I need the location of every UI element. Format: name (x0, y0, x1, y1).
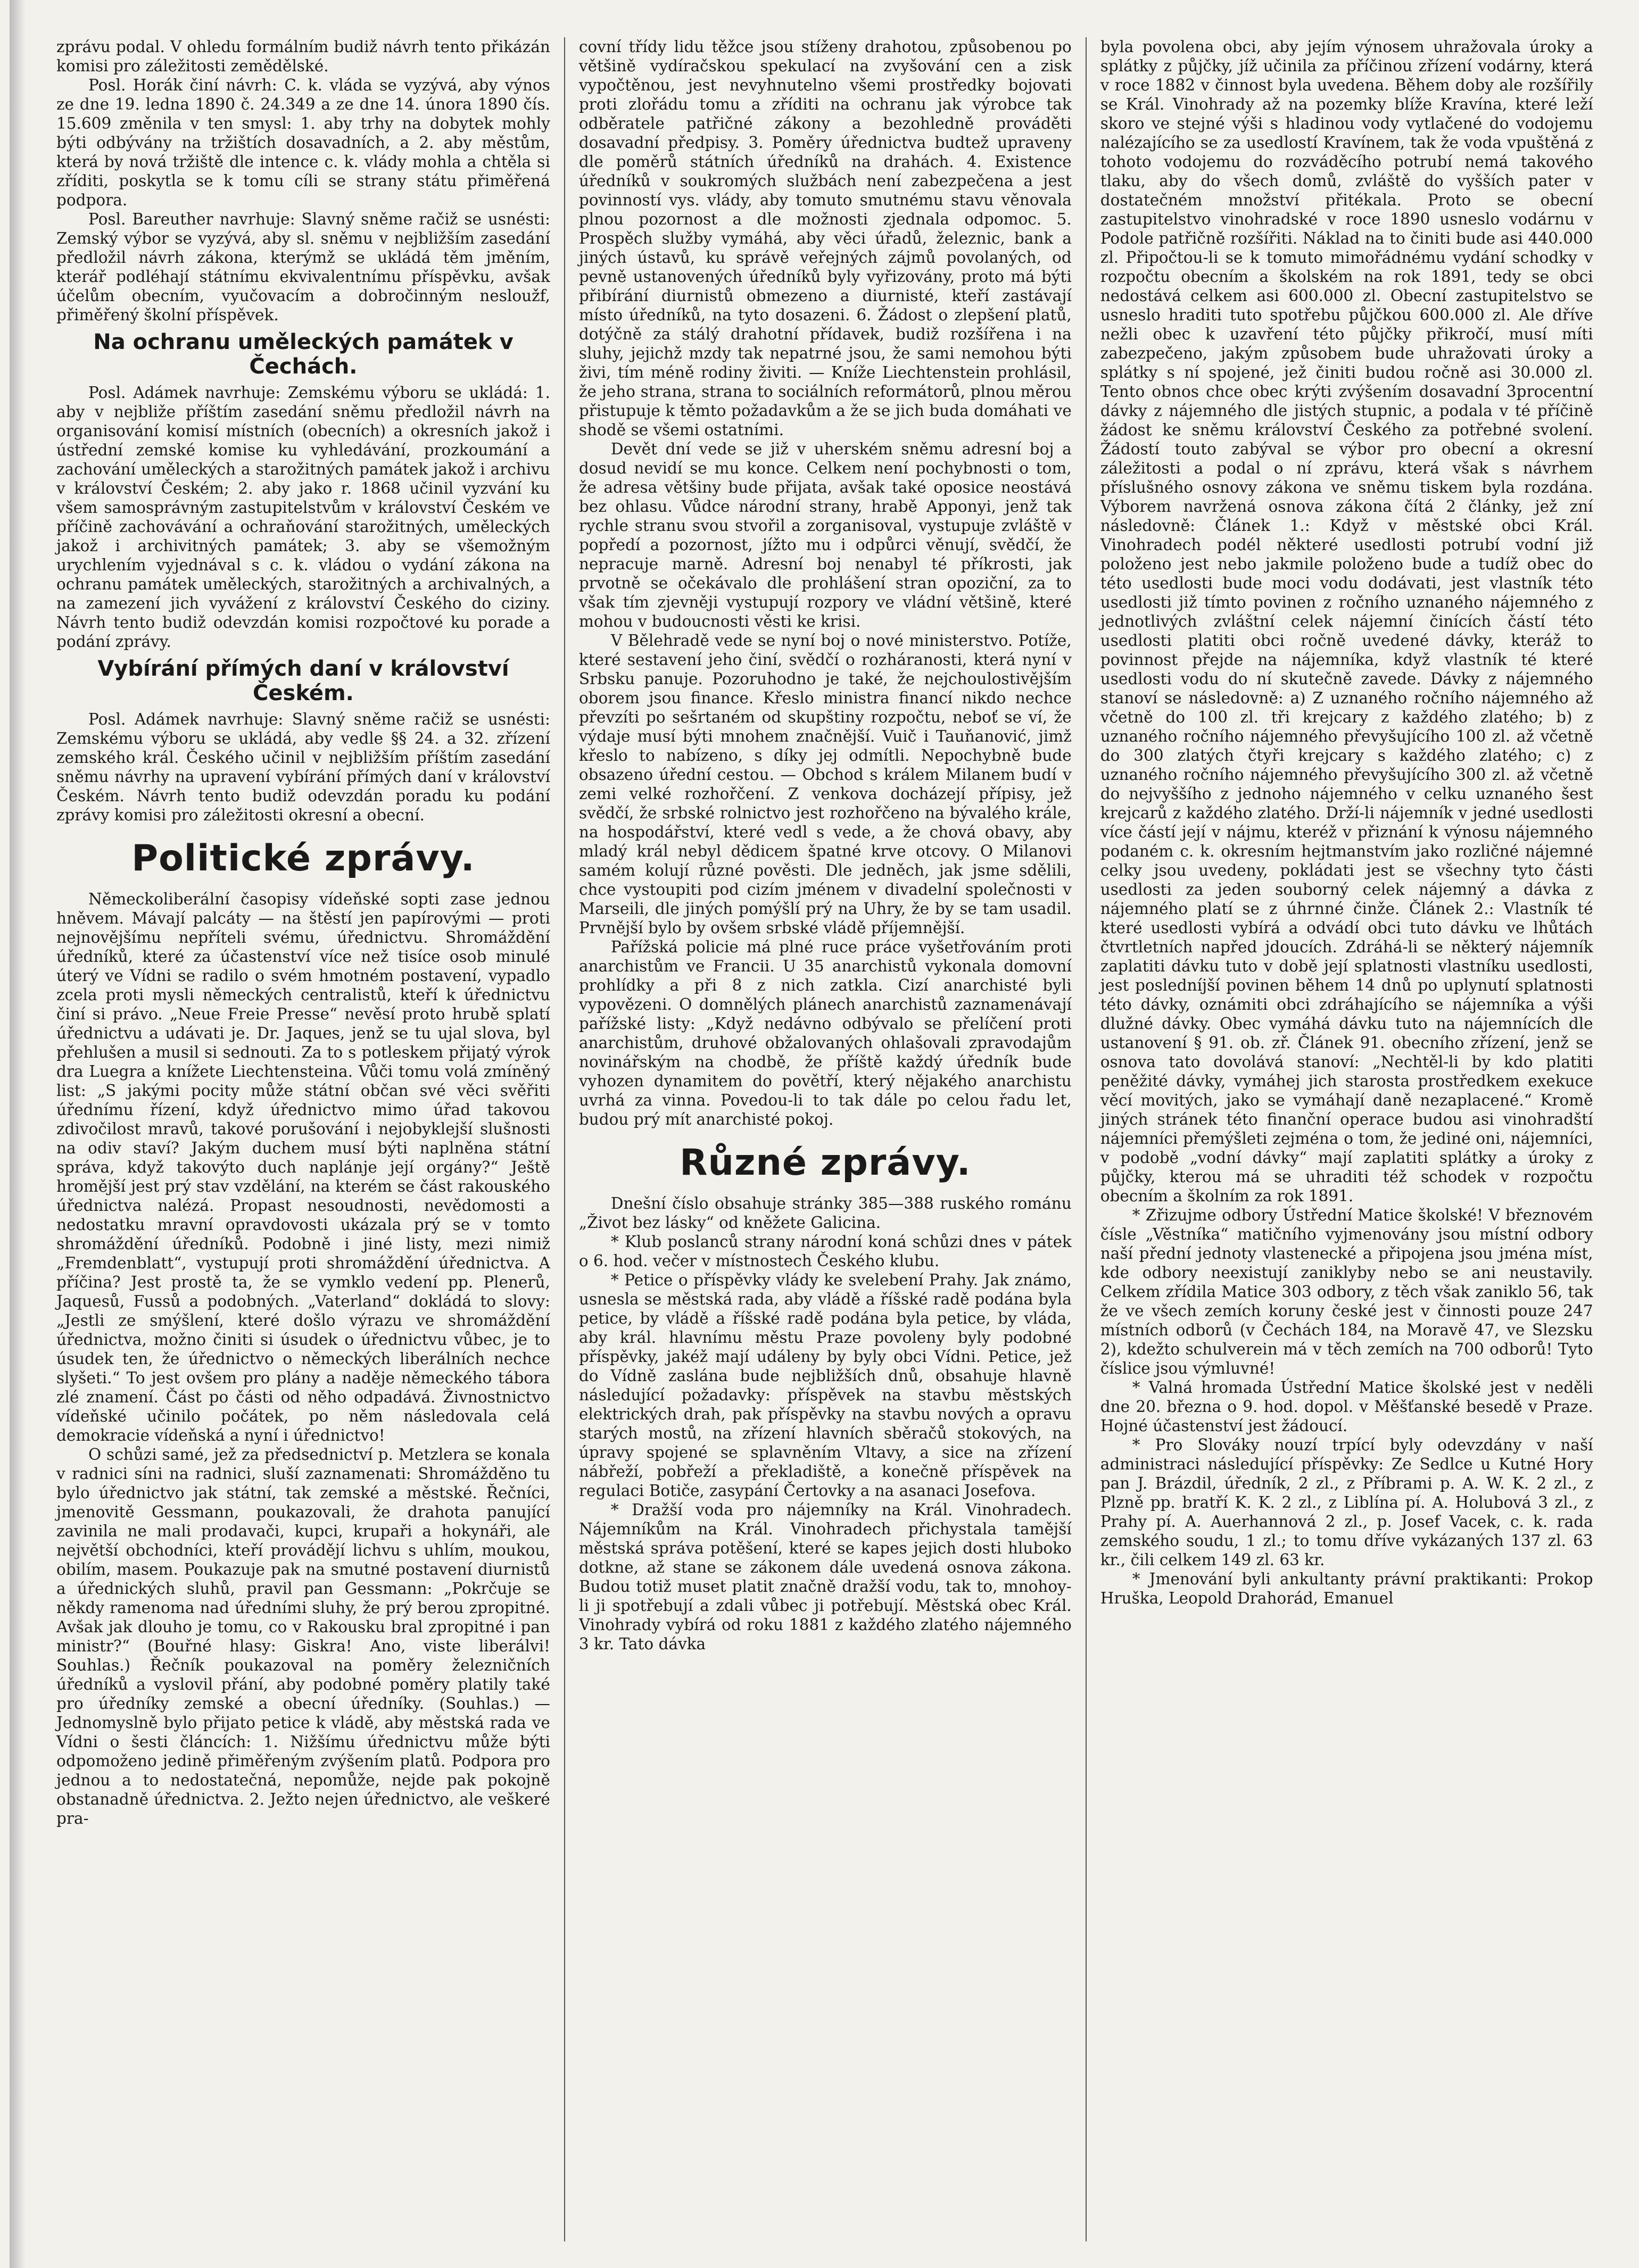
paragraph: * Pro Slováky nouzí trpící byly odevzdány v naší administraci následující příspěvky: Ze Sedlce u Kutné Hory pan J. Brázdil, úředník, 2 zl., z Příbrami p. A. W. K. 2 zl., z Plzně pp. bratří K. K. 2 zl., z Liblína pí. A. Holubová 3 zl., z Prahy pí. A. Auerhannová 2 zl., p. Josef Vacek, c. k. rada zemského soudu, 1 zl.; to tomu dříve vykázaných 137 zl. 63 kr., čili celkem 149 zl. 63 kr. (1100, 1436, 1593, 1569)
paragraph: byla povolena obci, aby jejím výnosem uhražovala úroky a splátky z půjčky, jíž učinila za příčinou zřízení vodárny, která v roce 1882 v činnost byla uvedena. Během doby ale rozšířily se Král. Vinohrady až na pozemky blíže Kravína, které leží skoro ve stejné výši s hladinou vody vytlačené do vodojemu nalézajícího se za usedlostí Kravínem, tak že voda vpuštěná z tohoto vodojemu do rozváděcího potrubí nemá takového tlaku, aby do všech domů, zvláště do vyšších pater v dostatečném množství přitékala. Proto se obecní zastupitelstvo vinohradské v roce 1890 usneslo vodárnu v Podole patřičně rozšířiti. Náklad na to činiti bude asi 440.000 zl. Připočtou-li se k tomuto mimořádnému vydání schodky v rozpočtu obecním a školském na rok 1891, tedy se obci nedostává celkem asi 600.000 zl. Obecní zastupitelstvo se usneslo hraditi tuto spotřebu půjčkou 600.000 zl. Ale dříve nežli obec k uzavření této půjčky přikročí, musí míti zabezpečeno, jakým způsobem bude uhražovati úroky a splátky s ní spojené, jež činiti budou ročně asi 30.000 zl. Tento obnos chce obec krýti zvýšením dosavadní 3procentní dávky z nájemného dle jistých stupnic, a podala v té příčině žádost ke sněmu království Českého za potřebné svolení. Žádostí touto zabýval se výbor pro obecní a okresní záležitosti a podal o ní zprávu, která však s návrhem příslušného osnovy zákona ve sněmu tiskem byla rozdána. Výborem navržená osnova zákona čítá 2 články, jež zní následovně: Článek 1.: Když v městské obci Král. Vinohradech podél některé usedlosti potrubí vodní již položeno jest nebo jakmile položeno bude a tudíž obec do této usedlosti bude moci vodu dodávati, jest vlastník této usedlosti již tímto povinen z ročního uznaného nájemného z jednotlivých zvláštní celek nájemní činících částí této usedlosti platiti obci ročně uvedené dávky, kteráž to povinnost přejde na nájemníka, když vlastník té které usedlosti vodu do ní skutečně zavede. Dávky z nájemného stanoví se následovně: a) Z uznaného ročního nájemného až včetně do 100 zl. tři krejcary z každého zlatého; b) z uznaného ročního nájemného převyšujícího 100 zl. až včetně do 300 zlatých čtyři krejcary s každého zlatého; c) z uznaného ročního nájemného převyšujícího 300 zl. až včetně do nejvyššího z jednoho nájemného v celku uznaného šest krejcarů z každého zlatého. Drží-li nájemník v jedné usedlosti více částí její v nájmu, kteréž v přiznání k výnosu nájemného podaném c. k. okresním hejtmanstvím jako rozličné nájemné celky jsou uvedeny, pokládati jest se všechny tyto části usedlosti za jeden souborný celek nájemný a dávka z nájemného platí se z úhrnné činže. Článek 2.: Vlastník té které usedlosti vybírá a odvádí obci tuto dávku ve lhůtách čtvrtletních napřed jdoucích. Zdráhá-li se některý nájemník zaplatiti dávku tuto v době její splatnosti vlastníku usedlosti, jest posledníjší povinen během 14 dnů po uplynutí splatnosti této dávky, oznámiti obci zdráhajícího se nájemníka a výši dlužné dávky. Obec vymáhá dávku tuto na nájemnících dle ustanovení § 91. ob. zř. Článek 91. obecního zřízení, jenž se osnova tato dovolává stanoví: „Nechtěl-li by kdo platiti peněžité dávky, vymáhej jich starosta prostředkem exekuce věcí movitých, jako se vymáhají daně nezaplacené.“ Kromě jiných stránek této finanční operace budou asi vinohradští nájemníci přemýšleti zejména o tom, že jediné oni, nájemníci, v podobě „vodní dávky“ mají zaplatiti splátky a úroky z půjčky, kterou má se uhraditi též schodek v rozpočtu obecním a školním za rok 1891. (1100, 38, 1593, 1205)
paragraph: V Bělehradě vede se nyní boj o nové ministerstvo. Potíže, které sestavení jeho činí, svědčí o rozháranosti, která nyní v Srbsku panuje. Pozoruhodno je také, že nejchoulostivějším oborem jsou finance. Křeslo ministra financí nikdo nechce převzíti po sešrtaném od skupštiny rozpočtu, neboť se ví, že výdaje musí býti mnohem značnější. Vuič i Tauňanović, jimž křeslo to nabízeno, s díky jej odmítli. Nepochybně bude obsazeno úřední cestou. — Obchod s králem Milanem budí v zemi velké rozhořčení. Z venkova docházejí přípisy, jež svědčí, že srbské rolnictvo jest rozhořčeno na bývalého krále, na hospodářství, které vedl s vede, a že chová obavy, aby mladý král nebyl dědicem špatné krve otcovy. O Milanovi samém kolují různé pověsti. Dle jedněch, jak jsme sdělili, chce vystoupiti pod cizím jménem v divadelní společnosti v Marseili, dle jiných pomýšlí prý na Uhry, že by se tam usadil. Prvnější bylo by ovšem srbské vládě příjemnější. (578, 632, 1072, 937)
paragraph: Posl. Bareuther navrhuje: Slavný sněme račiž se usnésti: Zemský výbor se vyzývá, aby sl. sněmu v nejbližším zasedání předložil návrh zákona, kterýmž se ukládá těm jměním, kterář podléhají státnímu ekvivalentnímu příspěvku, avšak účelům obecním, vyučovacím a dobročinným nesloužf, přiměřený školní příspěvek. (56, 210, 550, 324)
paragraph: Dnešní číslo obsahuje stránky 385—388 ruského románu „Život bez lásky“ od kněžete Galicina. (578, 1194, 1072, 1232)
paragraph: covní třídy lidu těžce jsou stíženy drahotou, způsobenou po většině vydíračskou spekulací na zvyšování cen a zisk vypočtěnou, jest nevyhnutelno všemi prostředky bojovati proti zlořádu tomu a zříditi na ochranu jak výrobce tak odběratele patřičné zákony a bezohledně prováděti dosavadní předpisy. 3. Poměry úřednictva budtež upraveny dle poměrů státních úředníků na drahách. 4. Existence úředníků v soukromých službách není zabezpečena a jest povinností vys. vlády, aby tomuto smutnému stavu věnovala plnou pozornost a dle možnosti zjednala odpomoc. 5. Prospěch služby vymáhá, aby věci úřadů, železnic, bank a jiných ústavů, ku správě veřejných zájmů povolaných, od pevně ustanovených úředníků byly vyřizovány, proto má býti přibírání diurnistů obmezeno a diurnisté, kteří zastávají místo úředníků, na tyto dosazeni. 6. Žádost o zlepšení platů, dotýčně za stálý drahotní přídavek, budiž rozšířena i na sluhy, jejichž mzdy tak nepatrné jsou, že sami nemohou býti živi, tím méně rodiny živiti. — Kníže Liechtenstein prohlásil, že jeho strana, strana to sociálních reformátorů, plnou měrou přistupuje k těmto požadavkům a že se jich buda domáhati ve shodě se všemi ostatními. (578, 38, 1072, 439)
section-heading: Vybírání přímých daní v království Českém. (97, 657, 509, 705)
paragraph: zprávu podal. V ohledu formálním budiž návrh tento přikázán komisi pro záležitosti zemědělské. (56, 38, 550, 75)
paragraph: * Zřizujme odbory Ústřední Matice školské! V březnovém čísle „Věstníka“ matičního vyjmenovány jsou místní odbory naší přední jednoty vlastenecké a připojena jsou jména míst, kde odbory neexistují zaniklyby nebo se ani neustavily. Celkem zřídila Matice 303 odbory, z těch však zaniklo 56, tak že ve všech zemích koruny české jest v činnosti pouze 247 místních odborů (v Čechách 184, na Moravě 47, ve Slezsku 2), kdežto schulverein má v těch zemích na 700 odborů! Tyto číslice jsou výmluvné! (1100, 1206, 1593, 1377)
section-heading: Na ochranu uměleckých památek v Čechách. (93, 330, 514, 379)
section-title: Různé zprávy. (680, 1142, 971, 1184)
paragraph: Devět dní vede se již v uherském sněmu adresní boj a dosud nevidí se mu konce. Celkem není pochybnosti o tom, že adresa většiny bude přijata, avšak také oposice neostává bez ohlasu. Vůdce národní strany, hrabě Apponyi, jenž tak rychle stranu svou stvořil a zorganisoval, vystupuje zvláště v popředí a pozornost, jížto mu i odpůrci věnují, svědčí, že nepracuje marně. Adresní boj nenabyl té příkrosti, jak prvotně se očekávalo dle prohlášení stran opoziční, za to však tím zjevněji vystupují rozpory ve vládní většině, které mohou v budoucnosti věsti ke krisi. (578, 440, 1072, 630)
paragraph: * Klub poslanců strany národní koná schůzi dnes v pátek o 6. hod. večer v místnostech Českého klubu. (578, 1233, 1072, 1270)
paragraph: * Petice o příspěvky vlády ke svelebení Prahy. Jak známo, usnesla se městská rada, aby vládě a říšské radě podána byla petice, by vládě a říšské radě podána byla petice, by vláda, aby král. hlavnímu městu Praze povoleny byly podobné příspěvky, jakéž mají událeny by byly obci Vídni. Petice, jež do Vídně zaslána bude nejbližších dnů, obsahuje hlavně následující požadavky: příspěvek na stavbu městských elektrických drah, pak příspěvky na stavbu nových a opravu starých mostů, na zřízení hlavních sběračů stokových, na úpravy spojené se splavněním Vltavy, a sice na zřízení nábřeží, pobřeží a překladiště, a konečně příspěvek na regulaci Botiče, zasypání Čertovky a na asanaci Josefova. (578, 1271, 1072, 1500)
text-columns (43, 37, 1607, 2241)
paragraph: Posl. Horák činí návrh: C. k. vláda se vyzývá, aby výnos ze dne 19. ledna 1890 č. 24.349 a ze dne 14. února 1890 čís. 15.609 změnila v ten smysl: 1. aby trhy na dobytek mohly býti odbývány na tržištích dosavadních, a 2. aby městům, která by nová tržiště dle intence c. k. vlády mohla a chtěla si zříditi, poskytla se k tomu cíli se strany státu přiměřená podpora. (56, 76, 550, 209)
paragraph: * Jmenování byli ankultanty právní praktikanti: Prokop Hruška, Leopold Drahorád, Emanuel (1100, 1570, 1593, 1607)
paragraph: * Dražší voda pro nájemníky na Král. Vinohradech. Nájemníkům na Král. Vinohradech přichystala tamější městská správa potěšení, které se kapes jejich dosti hluboko dotkne, až stane se zákonem dále uvedená osnova zákona. Budou totiž muset platit značně dražší vodu, tak to, mnohoy-li ji spotřebují a zdali vůbec ji potřebují. Městská obec Král. Vinohrady vybírá od roku 1881 z každého zlatého nájemného 3 kr. Tato dávka (578, 1501, 1072, 1653)
paragraph: O schůzi samé, jež za předsednictví p. Metzlera se konala v radnici síni na radnici, sluší zaznamenati: Shromážděno tu bylo úřednictvo jak státní, tak zemské a městské. Řečníci, jmenovitě Gessmann, poukazovali, že drahota panující zavinila ne mali prodavači, kupci, krupaři a hokynáři, ale největší obchodníci, kteří provádějí lichvu s uhlím, moukou, obilím, masem. Poukazuje pak na smutné postavení diurnistů a úřednických sluhů, pravil pan Gessmann: „Pokrčuje se někdy ramenoma nad úředními sluhy, že prý berou zpropitné. Avšak jak dlouho je tomu, co v Rakousku bral zpropitné i pan ministr?“ (Bouřné hlasy: Giskra! Ano, viste liberálvi! Souhlas.) Řečník poukazoval na poměry železničních úředníků a vyslovil přání, aby podobné poměry platily také pro úředníky zemské a obecní úředníky. (Souhlas.) — Jednomyslně bylo přijato petice k vládě, aby městská rada ve Vídni o šesti článcích: 1. Nižšímu úřednictvu může býti odpomoženo jedině přiměřeným zvýšením platů. Podpora pro jednou a to nedostatečná, nepomůže, nejde pak pokojně obstanadně úřednictva. 2. Ježto nejen úřednictvo, ale veškeré pra- (56, 1445, 550, 1827)
section-title: Politické zprávy. (131, 837, 475, 879)
paragraph: Posl. Adámek navrhuje: Zemskému výboru se ukládá: 1. aby v nejbliže příštím zasedání sněmu předložil návrh na organisování komisí místních (obecních) a okresních jakož i ústřední zemské komise ku vyhledávání, prozkoumání a zachování uměleckých a starožitných památek jakož i archivu v království Českém; 2. aby jako r. 1868 učinil vyzvání ku všem samosprávným zastupitelstvům v království Českém ve příčině zachovávání a ochraňování starožitných, uměleckých jakož i archivitných památek; 3. aby se všemožným urychlením vyjednával s c. k. vládou o vydání zákona na ochranu památek uměleckých, starožitných a archivalných, a na zamezení jich vyvážení z království Českého do ciziny. Návrh tento budiž odevzdán komisi rozpočtové ku porade a podání zprávy. (56, 384, 550, 651)
paragraph: * Valná hromada Ústřední Matice školské jest v neděli dne 20. března o 9. hod. dopol. v Měšťanské besedě v Praze. Hojné účastenství jest žádoucí. (1100, 1378, 1593, 1435)
paragraph: Posl. Adámek navrhuje: Slavný sněme račiž se usnésti: Zemskému výboru se ukládá, aby vedle §§ 24. a 32. zřízení zemského král. Českého učinil v nejbližším příštím zasedání sněmu návrhy na upravení vybírání přímých daní v království Českém. Návrh tento budiž odevzdán poradu ku podání zprávy komisi pro záležitosti okresní a obecní. (56, 710, 550, 824)
paragraph: Německoliberální časopisy vídeňské sopti zase jednou hněvem. Mávají palcáty — na štěstí jen papírovými — proti nejnovějšímu nepříteli svému, úřednictvu. Shromáždění úředníků, které za účastenství více než tisíce osob minulé úterý ve Vídni se radilo o svém hmotném postavení, vypadlo zcela proti mysli německých centralistů, kteří k úřednictvu činí si právo. „Neue Freie Presse“ nevěsí proto hrubě splatí úřednictvu a udávati je. Dr. Jaques, jenž se tu ujal slova, byl přehlušen a musil si sednouti. Za to s potleskem přijatý výrok dra Luegra a knížete Liechtensteina. Vůči tomu volá zmíněný list: „S jakými pocity může státní občan své věci svěřiti úřednímu řízení, když úřednictvo mimo úřad takovou zdivočilost mravů, takové porušování i nejobyklejší slušnosti na odiv staví? Jakým duchem musí býti naplněna státní správa, když takovýto duch naplánje její orgány?“ Ještě hromější jest prý stav vzdělání, na kterém se část rakouského úřednictva nalézá. Propast nesoudnosti, nevědomosti a nedostatku mravní opravdovosti ukázala prý se v tomto shromáždění úředníků. Podobně i jiné listy, mezi nimiž „Fremdenblatt“, vystupují proti shromáždění úřednictva. A příčina? Jest prostě ta, že se vymklo vedení pp. Plenerů, Jaquesů, Fussů a podobných. „Vaterland“ dokládá to slovy: „Jestli ze smýšlení, které došlo výrazu ve shromáždění úřednictva, možno činiti si úsudek o úřednictvu vůbec, je to úsudek ten, že úřednictvo o německých liberálních nechce slyšeti.“ To jest ovšem pro plány a naděje německého tábora zlé znamení. Část po části od něho odpadává. Živnostnictvo vídeňské učinilo počátek, po něm následovala celá demokracie vídeňská a nyní i úřednictvo! (56, 890, 550, 1444)
page-binding-edge (10, 0, 26, 2268)
column-2 (564, 37, 1086, 2241)
paragraph: Pařížská policie má plné ruce práce vyšetřováním proti anarchistům ve Francii. U 35 anarchistů vykonala domovní prohlídky a při 8 z nich zatkla. Cizí anarchisté byli vypovězeni. O domnělých plánech anarchistů zaznamenávají pařížské listy: „Když nedávno odbývalo se přelíčení proti anarchistům, druhové obžalovaných ohlašovali zpravodajům novinářským na chodbě, že příště každý úředník bude vyhozen dynamitem do povětří, který nějakého anarchistu uvrhá za vinna. Povedou-li to tak dále po celou řadu let, budou prý mít anarchisté pokoj. (578, 938, 1072, 1128)
column-3 (1086, 37, 1607, 2241)
column-1 (43, 37, 564, 2241)
